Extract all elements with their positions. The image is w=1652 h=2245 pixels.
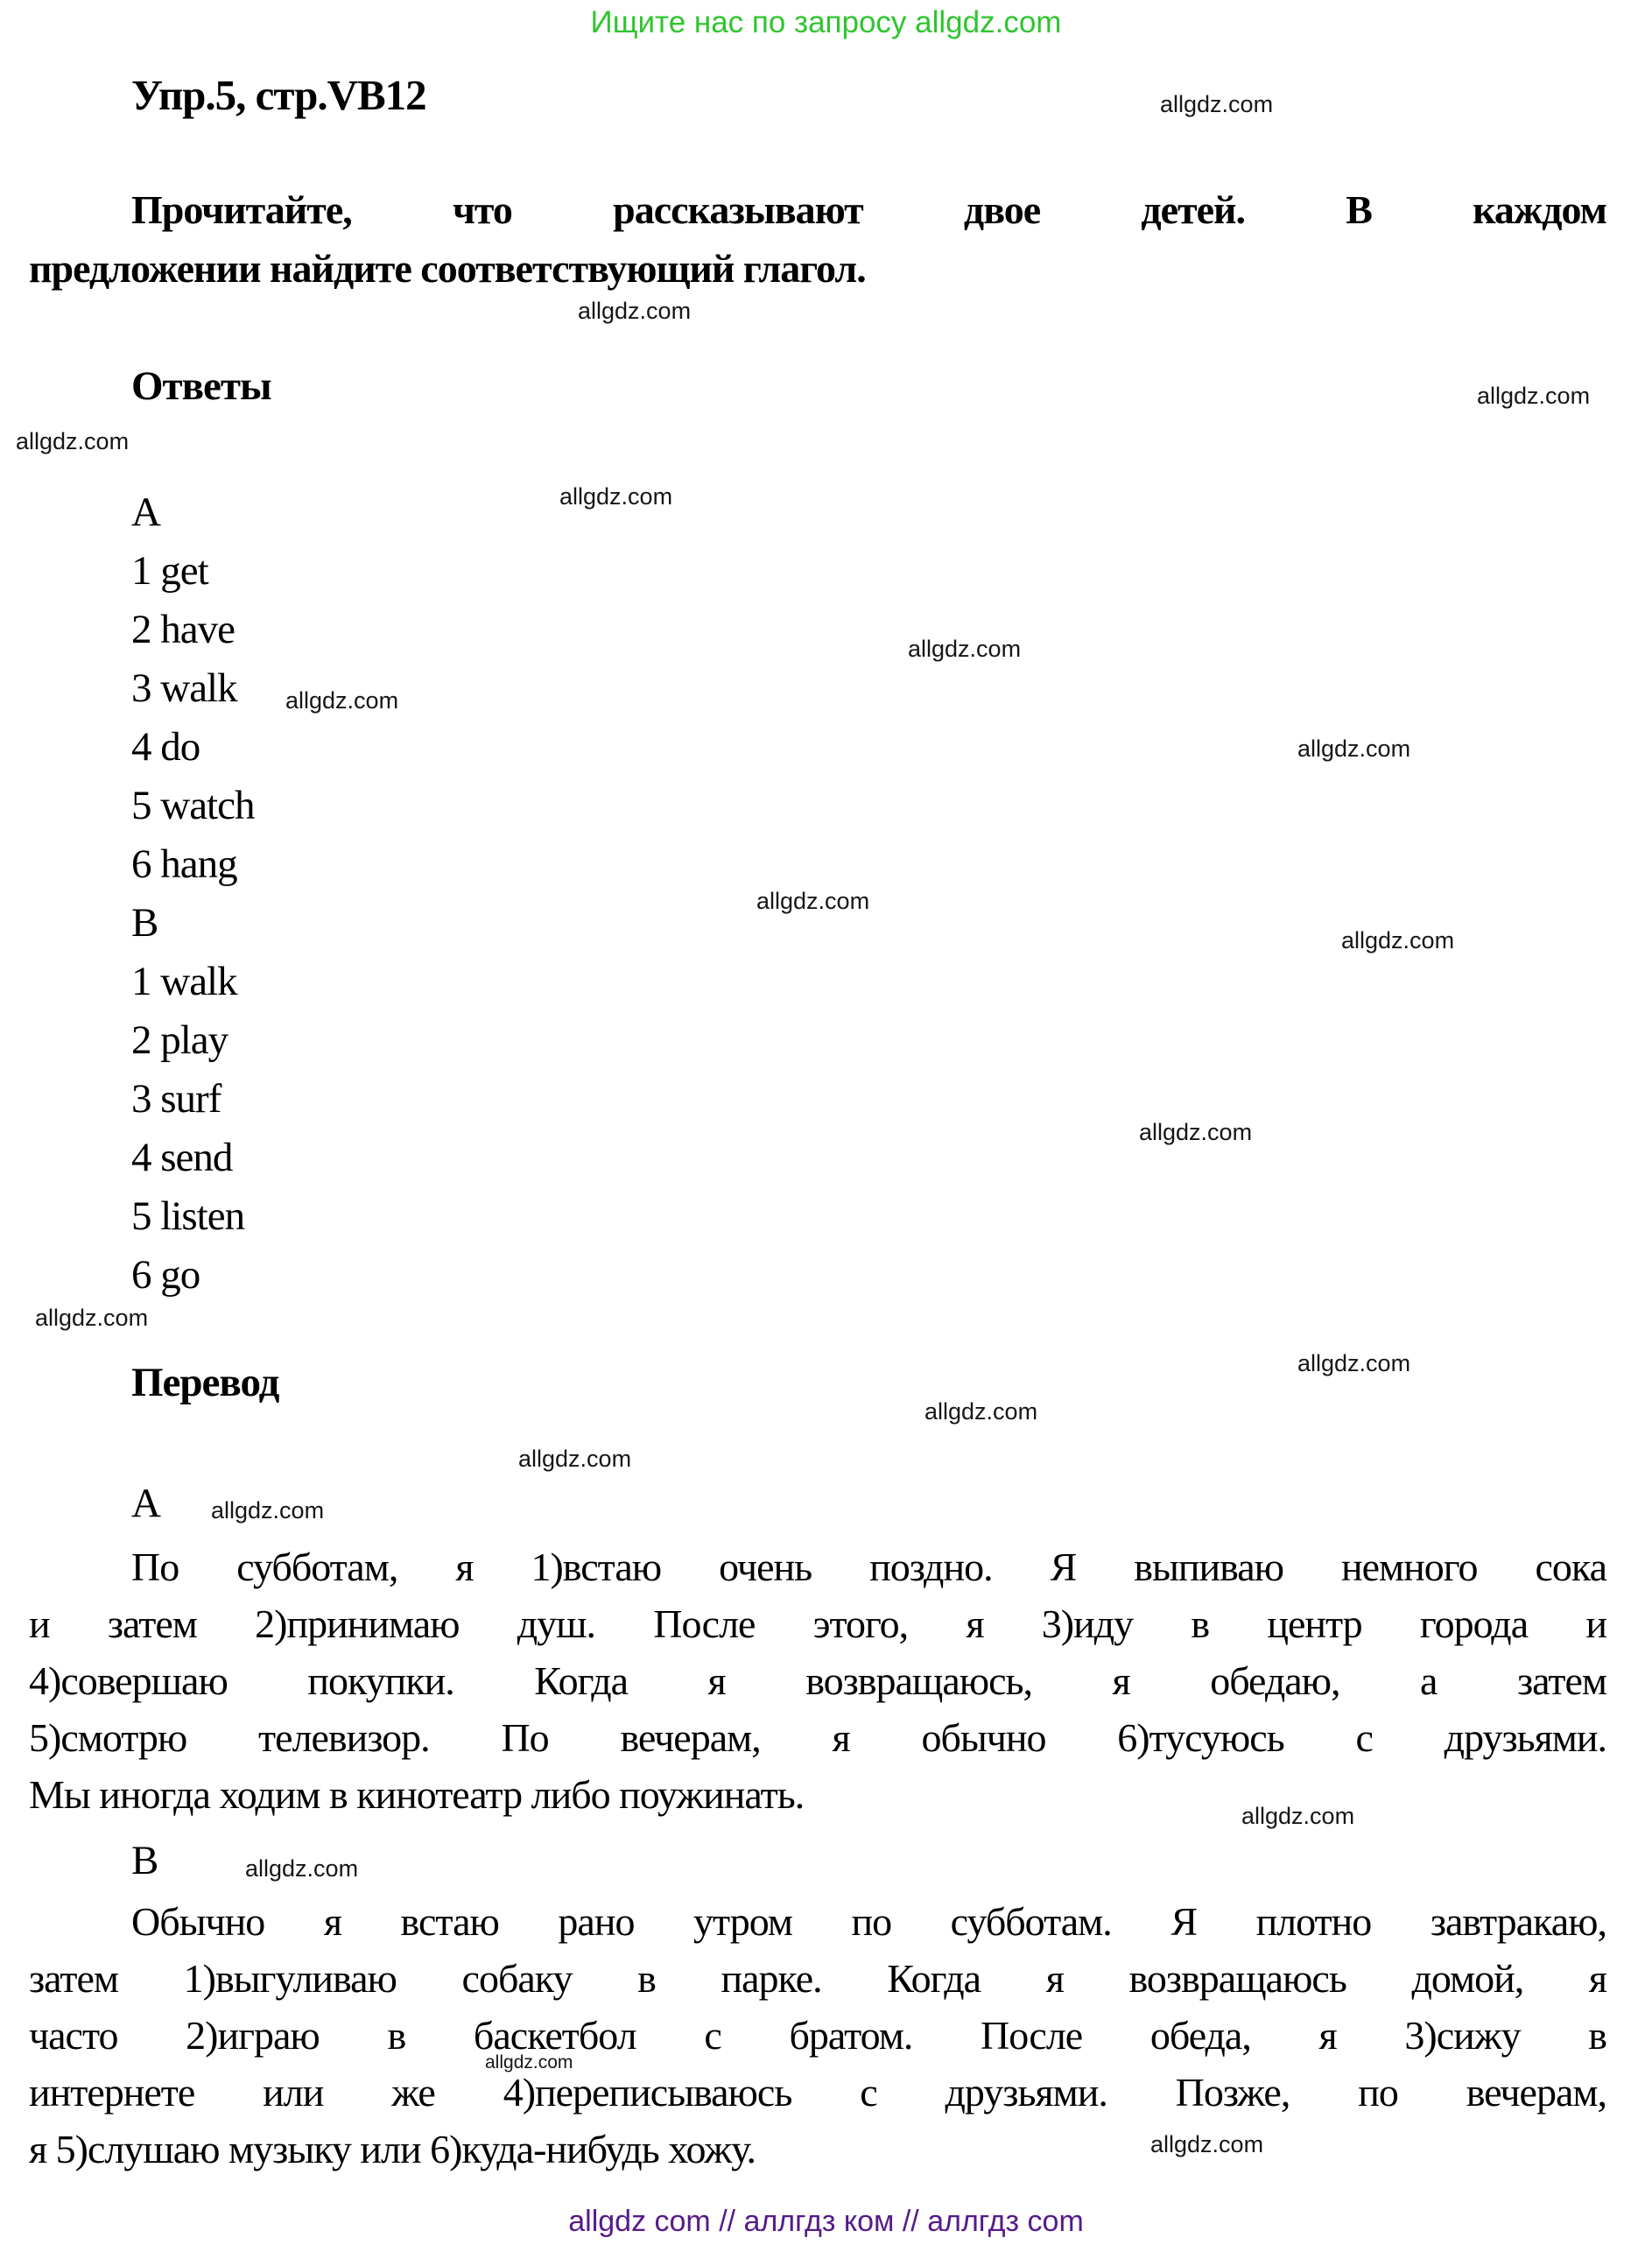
text-line: Обычно я встаю рано утром по субботам. Я плотно завтракаю, xyxy=(131,1899,1606,1944)
watermark: allgdz.com xyxy=(559,483,673,510)
answer-item: 1 walk xyxy=(131,959,237,1004)
text-line: часто 2)играю в баскетбол с братом. После обеда, я 3)сижу в xyxy=(29,2013,1606,2058)
text-line: интернете или же 4)переписываюсь с друзьями. Позже, по вечерам, xyxy=(29,2070,1606,2115)
translation-paragraph-a xyxy=(29,1538,1606,1823)
watermark: allgdz.com xyxy=(1341,927,1455,954)
watermark: allgdz.com xyxy=(908,636,1022,662)
answers-section-a-label: A xyxy=(131,489,160,535)
watermark: allgdz.com xyxy=(518,1446,632,1472)
watermark: allgdz.com xyxy=(756,888,870,914)
watermark: allgdz.com xyxy=(1241,1803,1355,1829)
answers-section-b-label: B xyxy=(131,900,158,946)
site-footer: allgdz com // аллгдз ком // аллгдз com xyxy=(568,2205,1084,2238)
answer-item: 6 go xyxy=(131,1252,200,1298)
answer-item: 3 walk xyxy=(131,665,237,711)
answer-item: 1 get xyxy=(131,548,208,594)
translation-section-b-label: B xyxy=(131,1838,158,1883)
answer-item: 6 hang xyxy=(131,841,237,887)
watermark: allgdz.com xyxy=(1297,735,1411,762)
answer-item: 4 send xyxy=(131,1135,233,1180)
text-line: я 5)слушаю музыку или 6)куда-нибудь хожу. xyxy=(29,2127,756,2171)
translation-section-a-label: A xyxy=(131,1481,160,1526)
text-line: предложении найдите соответствующий глагол. xyxy=(29,246,866,291)
watermark: allgdz.com xyxy=(924,1398,1038,1425)
watermark: allgdz.com xyxy=(16,428,130,454)
watermark: allgdz.com xyxy=(1297,1350,1411,1376)
translation-paragraph-b xyxy=(29,1893,1606,2178)
watermark: allgdz.com xyxy=(1150,2131,1264,2157)
answer-item: 3 surf xyxy=(131,1076,221,1122)
answer-item: 5 watch xyxy=(131,783,255,828)
watermark: allgdz.com xyxy=(485,2052,573,2073)
exercise-title: Упр.5, стр.VB12 xyxy=(131,71,426,119)
text-line: и затем 2)принимаю душ. После этого, я 3)иду в центр города и xyxy=(29,1601,1606,1646)
answers-list xyxy=(131,483,254,1305)
answer-item: 2 play xyxy=(131,1017,228,1063)
text-line: затем 1)выгуливаю собаку в парке. Когда я возвращаюсь домой, я xyxy=(29,1956,1606,2001)
answer-item: 2 have xyxy=(131,607,235,652)
text-line: Прочитайте, что рассказывают двое детей. В каждом xyxy=(131,187,1606,232)
text-line: 5)смотрю телевизор. По вечерам, я обычно 6)тусуюсь с друзьями. xyxy=(29,1715,1606,1760)
answer-item: 4 do xyxy=(131,724,200,770)
text-line: 4)совершаю покупки. Когда я возвращаюсь, я обедаю, а затем xyxy=(29,1658,1606,1703)
watermark: allgdz.com xyxy=(245,1855,359,1882)
text-line: По субботам, я 1)встаю очень поздно. Я выпиваю немного сока xyxy=(131,1545,1606,1589)
watermark: allgdz.com xyxy=(1160,91,1274,117)
exercise-instruction xyxy=(29,180,1606,298)
watermark: allgdz.com xyxy=(1139,1119,1253,1145)
watermark: allgdz.com xyxy=(1477,383,1591,409)
watermark: allgdz.com xyxy=(285,687,399,714)
answer-item: 5 listen xyxy=(131,1193,245,1239)
text-line: Мы иногда ходим в кинотеатр либо поужинать. xyxy=(29,1772,805,1817)
watermark: allgdz.com xyxy=(35,1305,149,1331)
answers-heading: Ответы xyxy=(131,363,271,409)
watermark: allgdz.com xyxy=(211,1497,325,1524)
watermark: allgdz.com xyxy=(578,298,692,324)
promo-header: Ищите нас по запросу allgdz.com xyxy=(590,5,1062,39)
translation-heading: Перевод xyxy=(131,1360,279,1405)
